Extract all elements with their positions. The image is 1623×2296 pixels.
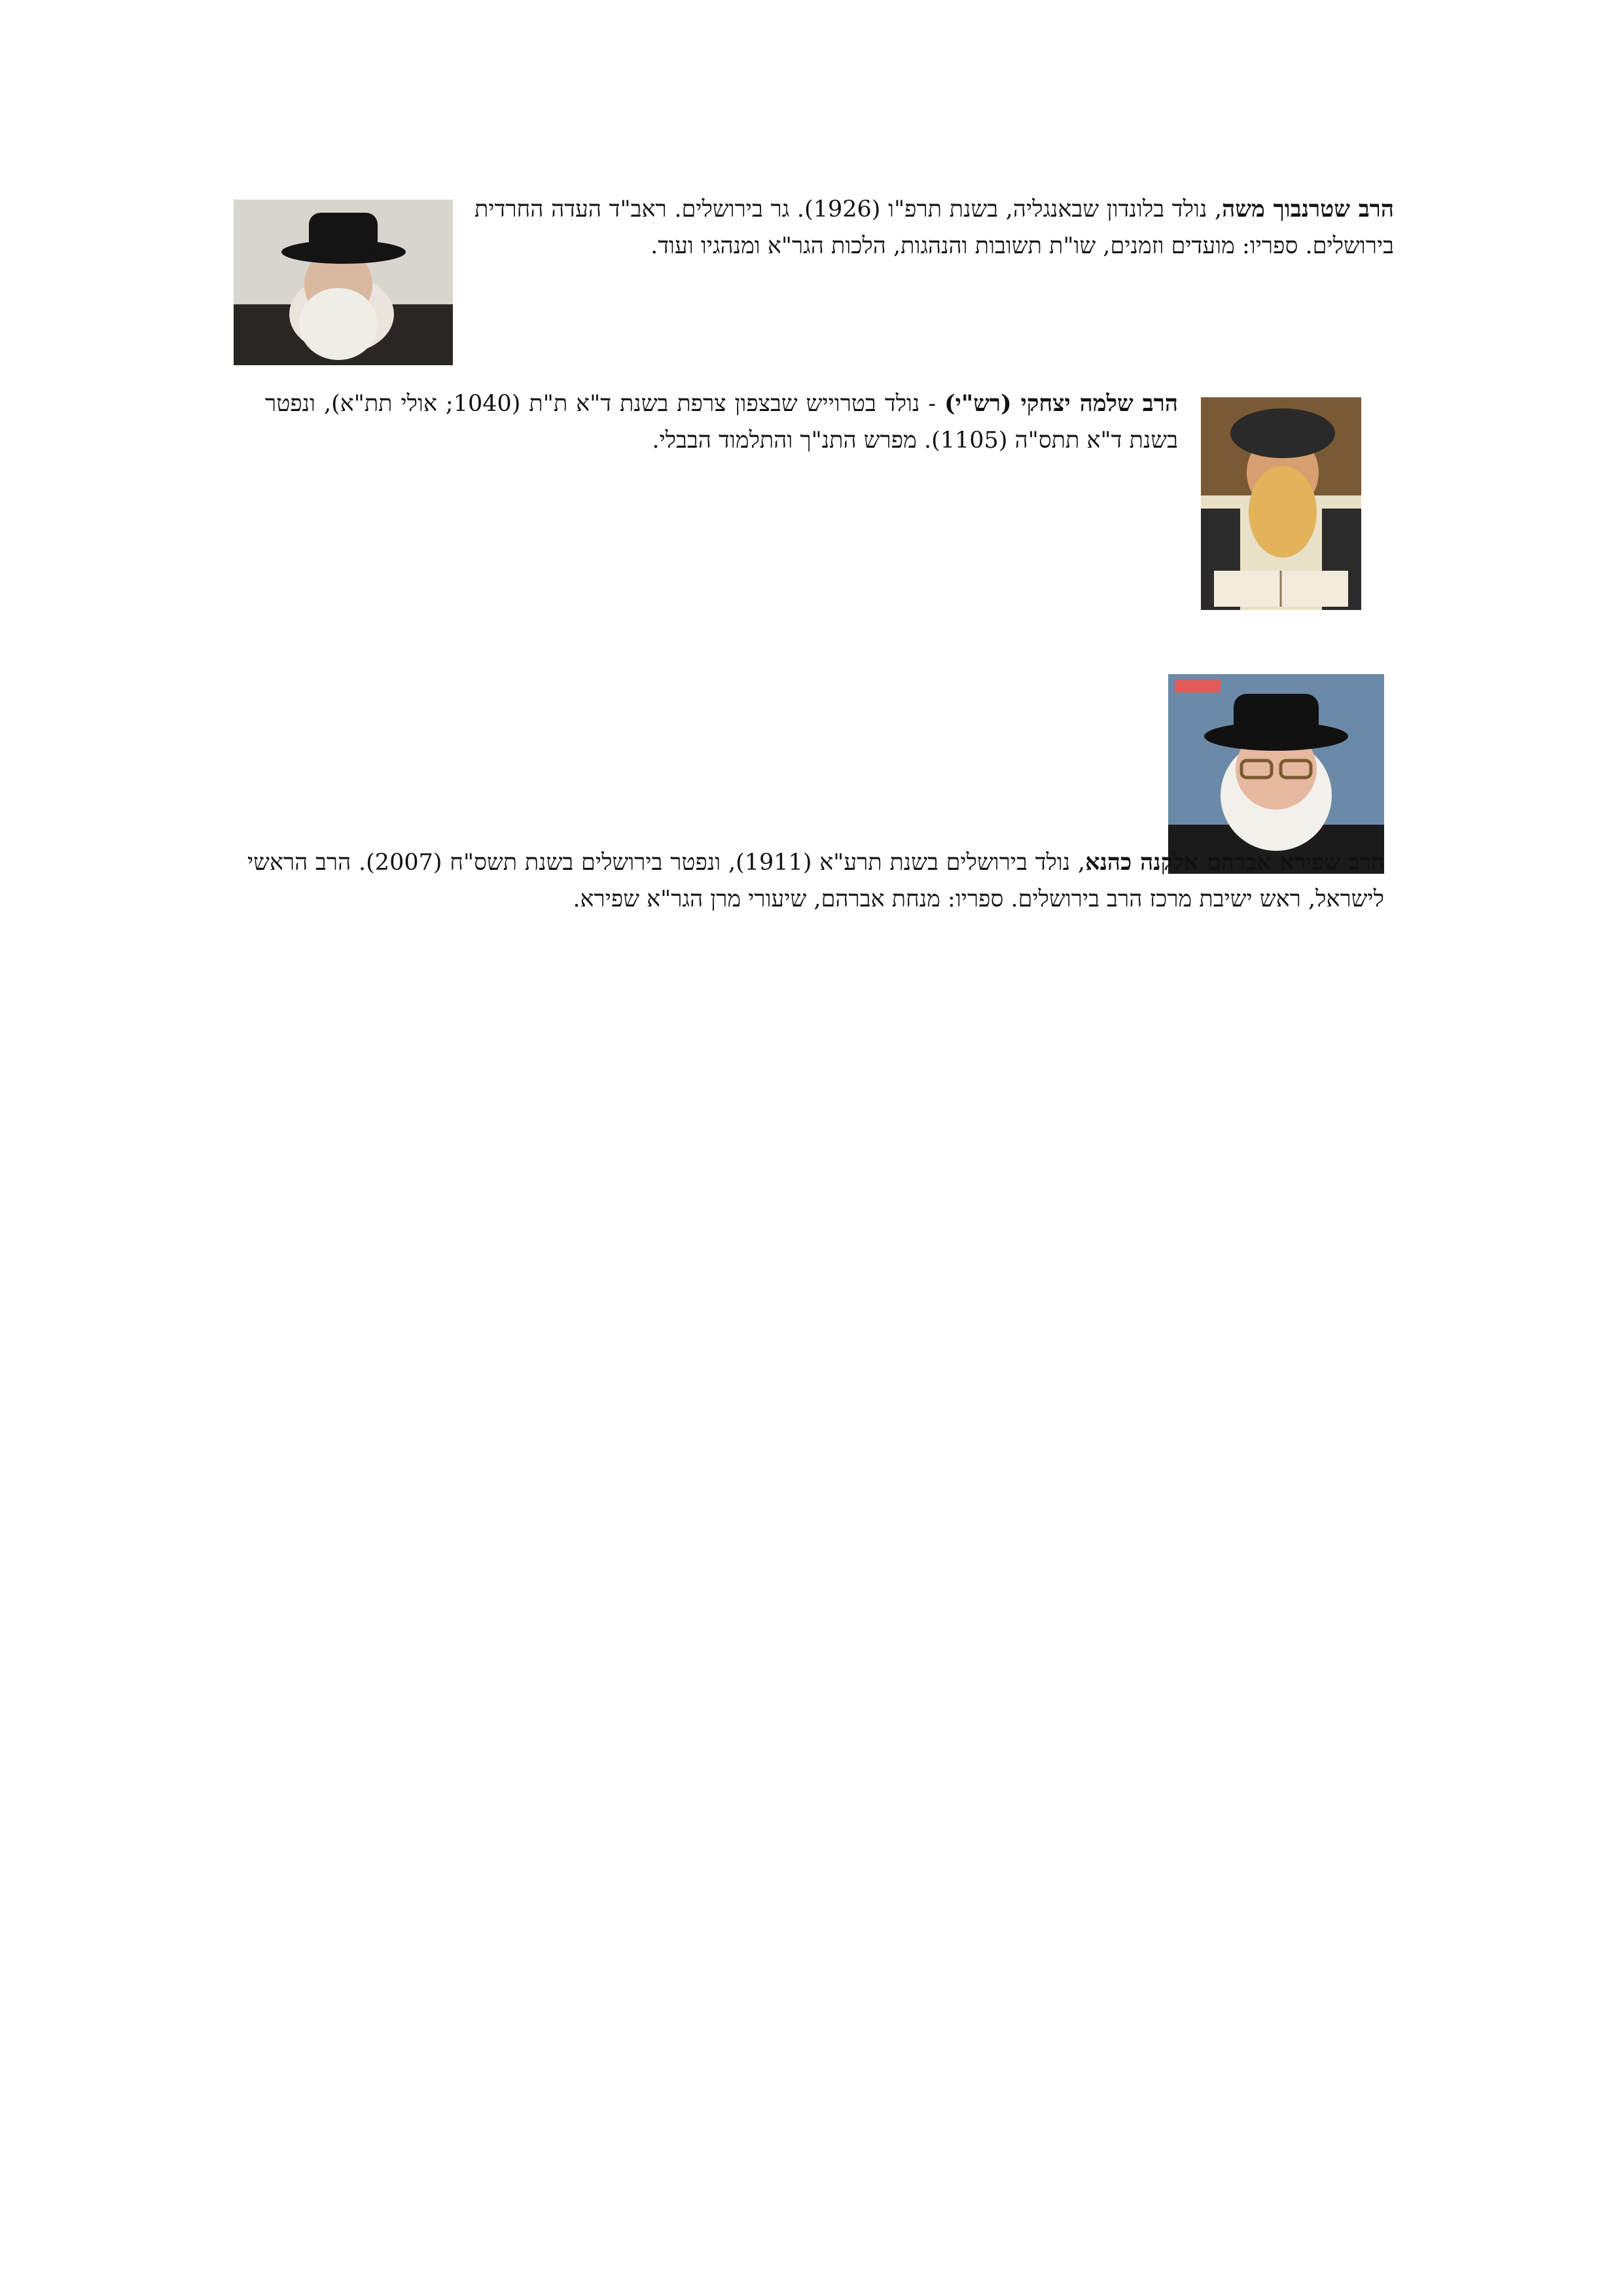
entry-body: - נולד בטרוייש שבצפון צרפת בשנת ד"א ת"ת (1040; אולי תת"א), ונפטר בשנת ד"א תתס"ה (1105). מפרש התנ"ך והתלמוד הבבלי.: [265, 391, 1178, 454]
portrait-painting-icon: [1201, 397, 1361, 610]
portrait-photo-icon: [234, 200, 453, 365]
entry-paragraph: [474, 191, 1394, 264]
entry-paragraph: [265, 386, 1178, 459]
entry-paragraph: [247, 844, 1384, 918]
entry-name: הרב שלמה יצחקי (רש"י): [944, 390, 1178, 417]
entry-name: הרב שפירא אברהם אלקנה כהנא: [1085, 849, 1384, 876]
entry-body: , נולד בלונדון שבאנגליה, בשנת תרפ"ו (1926). גר בירושלים. ראב"ד העדה החרדית בירושלים. ספריו: מועדים וזמנים, שו"ת תשובות והנהגות, הלכות הגר"א ומנהגיו ועוד.: [474, 196, 1394, 259]
entry-name: הרב שטרנבוך משה: [1222, 196, 1395, 223]
entry-body: , נולד בירושלים בשנת תרע"א (1911), ונפטר בירושלים בשנת תשס"ח (2007). הרב הראשי לישראל, ראש ישיבת מרכז הרב בירושלים. ספריו: מנחת אברהם, שיעורי מרן הגר"א שפירא.: [247, 850, 1384, 912]
